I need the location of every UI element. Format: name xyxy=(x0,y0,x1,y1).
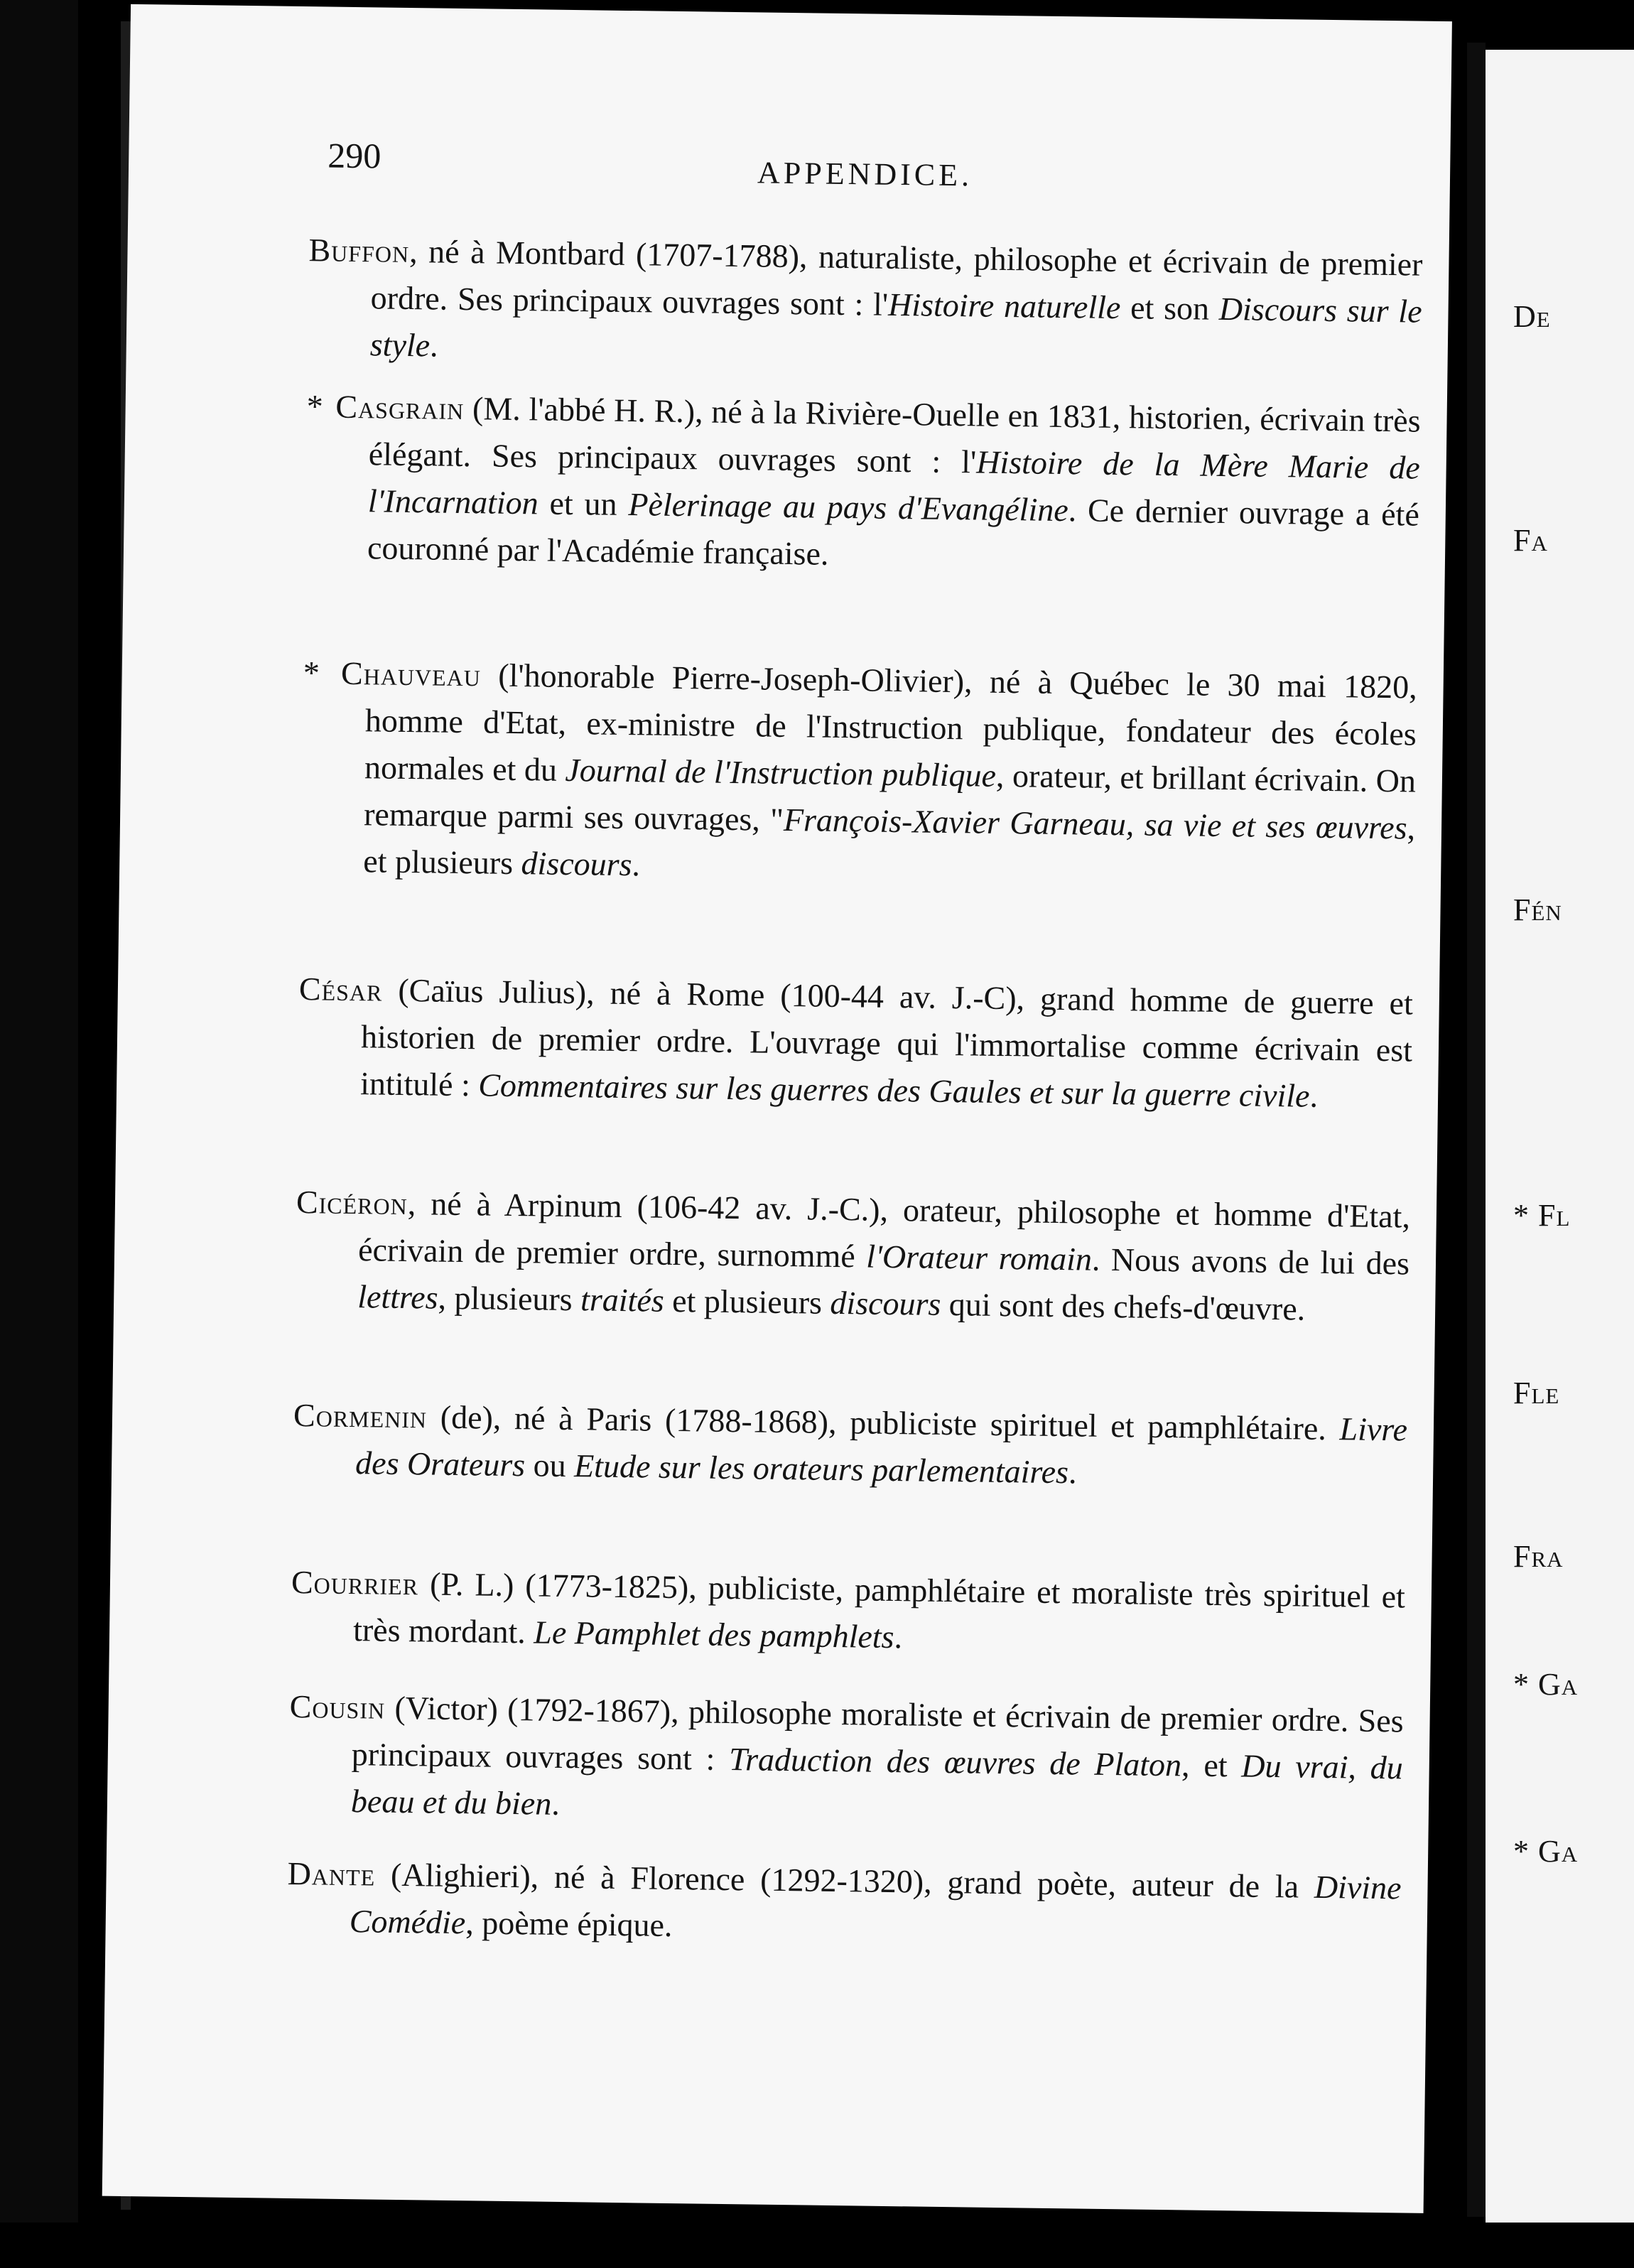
entry-cormenin xyxy=(293,1392,1408,1501)
entry-text: (Victor) (1792-1867), philosophe moraliste et écrivain de premier ordre. Ses principaux ouvrages sont : xyxy=(351,1689,1404,1778)
entry-title: Discours sur le style xyxy=(369,290,1422,364)
entry-dante xyxy=(286,1850,1402,1959)
right-page-fragment xyxy=(1513,1375,1559,1411)
entry-name: César xyxy=(298,971,383,1008)
entry-title: Du vrai, du beau et du bien xyxy=(350,1747,1404,1822)
running-head: APPENDICE. xyxy=(757,155,973,193)
entry-title: Livre des Orateurs xyxy=(355,1410,1408,1484)
right-page xyxy=(1486,50,1634,2224)
entry-title: Pèlerinage au pays d'Evangéline xyxy=(628,486,1069,529)
entry-text: , poème épique. xyxy=(465,1904,673,1944)
right-page-fragment xyxy=(1513,892,1562,928)
entry-text: (M. l'abbé H. R.), né à la Rivière-Ouelle en 1831, historien, écrivain très élégant. Ses principaux ouvrages sont : l' xyxy=(368,390,1421,480)
entry-title: Traduction des œuvres de Platon xyxy=(728,1741,1182,1783)
entry-name: Dante xyxy=(287,1854,376,1893)
entry-name: Chauveau xyxy=(340,654,482,693)
entry-text: et son xyxy=(1120,289,1220,327)
entry-title: Le Pamphlet des pamphlets xyxy=(534,1614,894,1656)
entry-name: Cormenin xyxy=(293,1396,428,1435)
fragment-text: * Fl xyxy=(1513,1198,1571,1233)
entry-text: ou xyxy=(524,1447,575,1484)
entry-buffon xyxy=(307,227,1422,382)
entry-text: et un xyxy=(538,485,629,523)
entry-star: * xyxy=(303,654,337,691)
entry-text: . xyxy=(1309,1077,1319,1114)
entry-title: Commentaires sur les guerres des Gaules et sur la guerre civile xyxy=(477,1066,1310,1114)
fragment-text: * Ga xyxy=(1513,1834,1579,1869)
fragment-text: Fa xyxy=(1513,523,1548,558)
entry-casgrain xyxy=(305,383,1421,585)
entry-title: François-Xavier Garneau, sa vie et ses œuvres xyxy=(783,801,1407,846)
right-page-fragment xyxy=(1513,298,1551,335)
right-page-fragment xyxy=(1513,1666,1578,1702)
entry-text: , né à Montbard (1707-1788), naturaliste, philosophe et écrivain de premier ordre. Ses principaux ouvrages sont : l' xyxy=(370,232,1423,323)
entry-text: . xyxy=(1068,1454,1077,1491)
entry-text: qui sont des chefs-d'œuvre. xyxy=(941,1285,1306,1327)
entry-text: . xyxy=(632,846,641,883)
entry-text: , orateur, et brillant écrivain. On remarque parmi ses ouvrages, " xyxy=(363,757,1417,838)
right-page-fragment xyxy=(1513,522,1548,558)
entry-title: traités xyxy=(580,1281,665,1319)
entry-courrier xyxy=(291,1559,1406,1668)
entry-text: , et xyxy=(1181,1746,1242,1784)
entry-text: , plusieurs xyxy=(438,1279,581,1318)
right-page-fragment xyxy=(1513,1197,1570,1233)
entry-text: (l'honorable Pierre-Joseph-Olivier), né à Québec le 30 mai 1820, homme d'Etat, ex-ministre de l'Instruction publique, fondateur des écoles normales et du xyxy=(364,657,1418,788)
entry-title: l'Orateur romain xyxy=(866,1238,1093,1278)
right-page-fragment xyxy=(1513,1538,1564,1575)
entry-chauveau xyxy=(301,649,1417,898)
fragment-text: Fle xyxy=(1513,1376,1560,1410)
entry-text: , né à Arpinum (106-42 av. J.-C.), orateur, philosophe et homme d'Etat, écrivain de premier ordre, surnommé xyxy=(357,1185,1411,1275)
entry-title: Journal de l'Instruction publique xyxy=(565,751,997,794)
entry-text: (de), né à Paris (1788-1868), publiciste spirituel et pamphlétaire. xyxy=(426,1398,1340,1447)
entry-text: . xyxy=(429,327,438,364)
entry-name: Cousin xyxy=(289,1688,386,1726)
fragment-text: * Ga xyxy=(1513,1667,1579,1702)
scan-border xyxy=(0,2223,1634,2268)
left-page xyxy=(102,4,1452,2213)
entry-name: Cicéron xyxy=(296,1184,408,1222)
entry-text: et plusieurs xyxy=(664,1282,830,1321)
entry-text: . Nous avons de lui des xyxy=(1091,1241,1410,1282)
book-binding xyxy=(0,0,78,2268)
entry-title: discours xyxy=(521,845,632,883)
entry-text: (P. L.) (1773-1825), publiciste, pamphlétaire et moraliste très spirituel et très mordant. xyxy=(352,1565,1406,1651)
fragment-text: Fra xyxy=(1513,1539,1564,1574)
entry-text: . xyxy=(894,1619,903,1656)
entry-star: * xyxy=(306,388,332,425)
entry-name: Courrier xyxy=(291,1563,419,1602)
entry-text: . xyxy=(551,1785,561,1822)
entry-title: Divine Comédie xyxy=(349,1868,1402,1941)
fragment-text: De xyxy=(1513,299,1551,334)
entry-name: Buffon xyxy=(308,232,410,269)
entry-text: , et plusieurs xyxy=(362,809,1416,882)
fragment-text: Fén xyxy=(1513,892,1562,927)
entry-text: (Caïus Julius), né à Rome (100-44 av. J.-C), grand homme de guerre et historien de premier ordre. L'ouvrage qui l'immortalise comme écrivain est intitulé : xyxy=(359,971,1414,1103)
entry-title: Etude sur les orateurs parlementaires xyxy=(573,1447,1069,1491)
entry-text: (Alighieri), né à Florence (1292-1320), grand poète, auteur de la xyxy=(374,1856,1315,1905)
entry-name: Casgrain xyxy=(335,388,465,427)
entry-title: discours xyxy=(830,1284,941,1322)
entry-title: lettres xyxy=(357,1278,438,1316)
entry-cousin xyxy=(288,1683,1404,1839)
entry-title: Histoire de la Mère Marie de l'Incarnation xyxy=(367,443,1421,522)
entry-cesar xyxy=(298,966,1413,1121)
entry-title: Histoire naturelle xyxy=(887,286,1121,326)
entry-text: . Ce dernier ouvrage a été couronné par l'Académie française. xyxy=(367,492,1420,572)
entry-ciceron xyxy=(295,1179,1410,1334)
page-number: 290 xyxy=(327,135,382,176)
book-gutter xyxy=(1467,43,1486,2217)
right-page-fragment xyxy=(1513,1833,1578,1869)
